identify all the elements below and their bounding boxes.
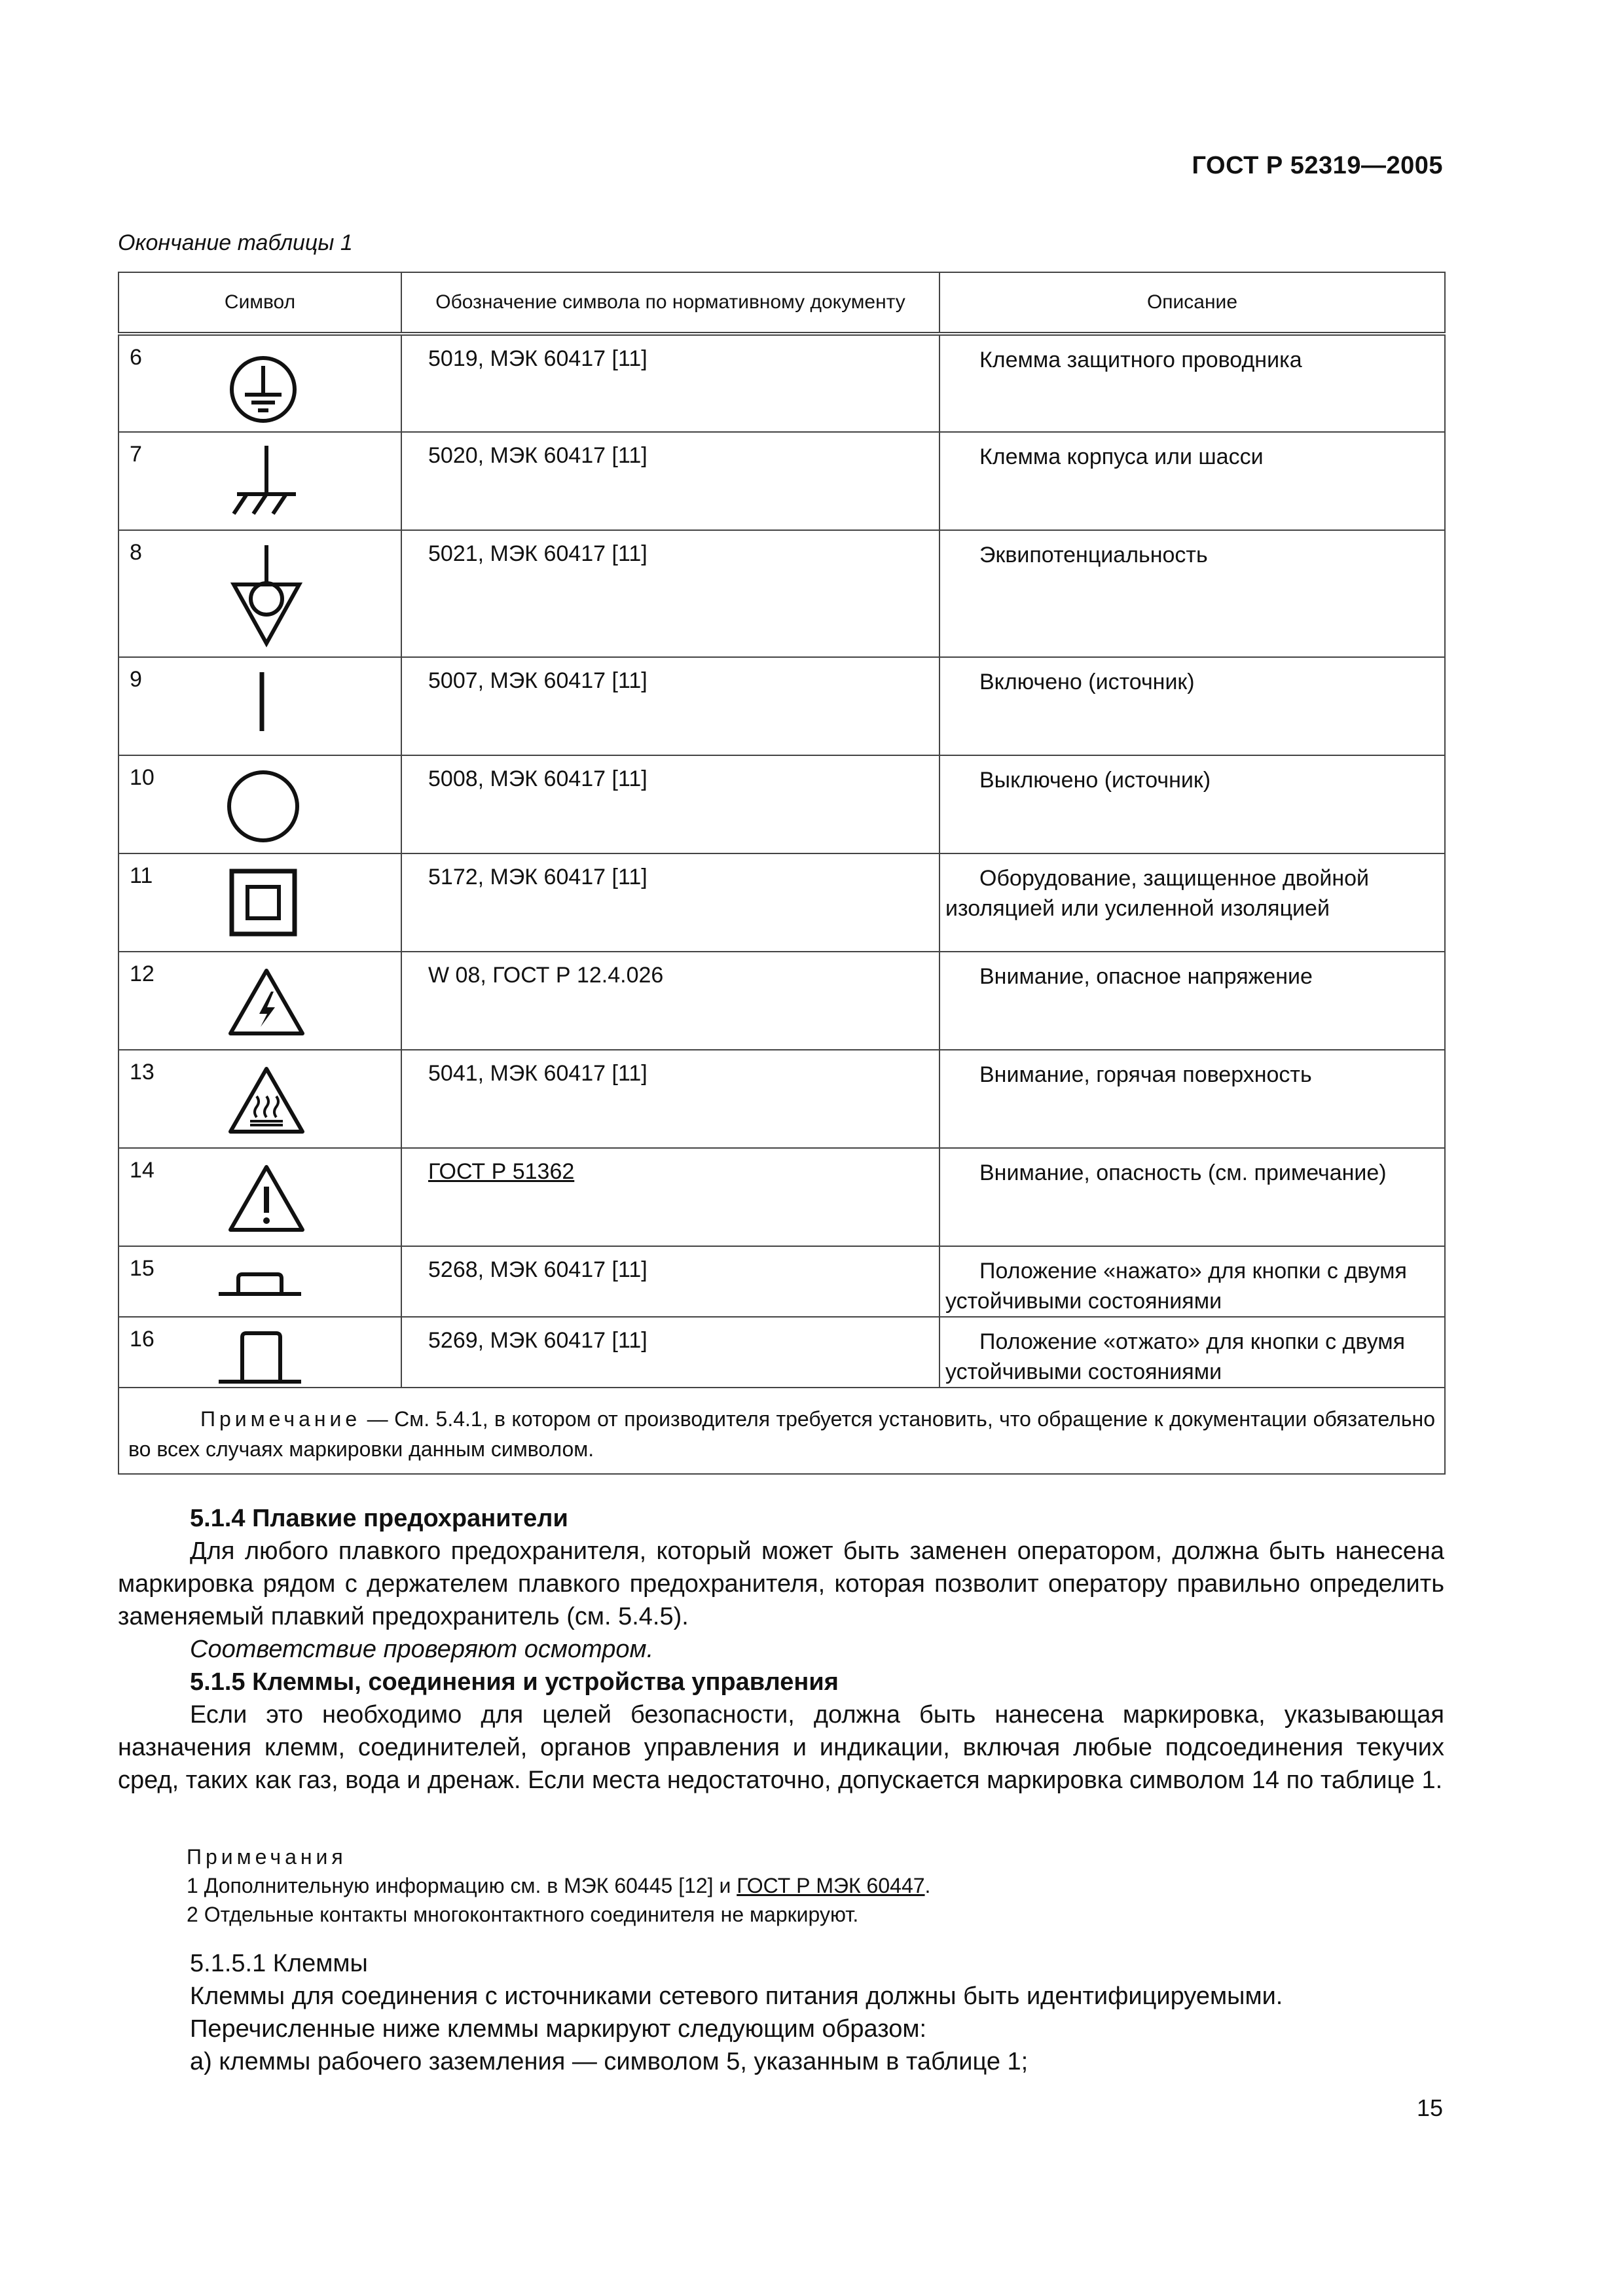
- row-number: 10: [130, 765, 155, 790]
- table-row: [119, 334, 1445, 432]
- paragraph: Если это необходимо для целей безопасности, должна быть нанесена маркировка, указывающая назначения клемм, соединителей, органов управления и индикации, включая любые подсоединения текучих сред, таких как газ, вода и дренаж. Если места недостаточно, допускается маркировка символом 14 по таблице 1.: [118, 1701, 1444, 1794]
- header-designation: Обозначение символа по нормативному документу: [401, 272, 939, 334]
- section-title: 5.1.5 Клеммы, соединения и устройства управления: [190, 1668, 839, 1696]
- table-header-row: [119, 272, 1445, 334]
- designation-cell: 5007, МЭК 60417 [11]: [401, 657, 939, 755]
- power-on-icon: [217, 666, 309, 757]
- double-insulation-icon: [217, 862, 309, 953]
- note-1-end: .: [924, 1874, 931, 1897]
- description-cell-cont: изоляцией или усиленной изоляцией: [945, 896, 1330, 921]
- table-caption: Окончание таблицы 1: [118, 230, 353, 255]
- power-off-icon: [217, 764, 309, 855]
- equipotentiality-icon: [217, 539, 309, 662]
- standard-link[interactable]: ГОСТ Р МЭК 60447: [737, 1874, 925, 1897]
- description-cell-cont: устойчивыми состояниями: [945, 1359, 1222, 1384]
- designation-cell: 5268, МЭК 60417 [11]: [401, 1246, 939, 1317]
- row-number: 16: [130, 1327, 155, 1352]
- frame-chassis-icon: [217, 440, 309, 531]
- designation-cell: 5019, МЭК 60417 [11]: [401, 334, 939, 432]
- standard-link[interactable]: ГОСТ Р 51362: [428, 1159, 575, 1184]
- row-number: 9: [130, 667, 142, 692]
- table-row: [119, 853, 1445, 952]
- section-title: 5.1.4 Плавкие предохранители: [190, 1505, 568, 1532]
- paragraph: Клеммы для соединения с источниками сетевого питания должны быть идентифицируемыми.: [190, 1982, 1283, 2010]
- table-row: [119, 1317, 1445, 1388]
- description-cell: Клемма корпуса или шасси: [979, 444, 1264, 469]
- table-row: [119, 432, 1445, 530]
- note-1: [187, 1871, 1444, 1900]
- note-1-text: 1 Дополнительную информацию см. в МЭК 60445 [12] и: [187, 1874, 737, 1897]
- page-number: 15: [1416, 2094, 1443, 2121]
- row-number: 7: [130, 442, 142, 467]
- caution-warning-icon: [217, 1157, 309, 1247]
- table-row: [119, 1246, 1445, 1317]
- designation-cell: 5172, МЭК 60417 [11]: [401, 853, 939, 952]
- designation-cell: 5020, МЭК 60417 [11]: [401, 432, 939, 530]
- table-row: [119, 952, 1445, 1050]
- description-cell: Положение «нажато» для кнопки с двумя: [979, 1259, 1407, 1283]
- description-cell: Положение «отжато» для кнопки с двумя: [979, 1329, 1406, 1354]
- document-header: ГОСТ Р 52319—2005: [1192, 152, 1443, 179]
- row-number: 12: [130, 961, 155, 986]
- table-row: [119, 755, 1445, 853]
- designation-cell: W 08, ГОСТ Р 12.4.026: [401, 952, 939, 1050]
- list-item: а) клеммы рабочего заземления — символом 5, указанным в таблице 1;: [190, 2048, 1029, 2075]
- paragraph: Для любого плавкого предохранителя, который может быть заменен оператором, должна быть нанесена маркировка рядом с держателем плавкого предохранителя, которая позволит оператору правильно определить заменяемый плавкий предохранитель (см. 5.4.5).: [118, 1537, 1444, 1630]
- notes-block: [118, 1842, 1444, 1929]
- designation-cell: 5269, МЭК 60417 [11]: [401, 1317, 939, 1388]
- hot-surface-warning-icon: [217, 1058, 309, 1149]
- notes-label: Примечания: [187, 1845, 347, 1869]
- description-cell: Внимание, опасное напряжение: [979, 964, 1313, 989]
- check-note: Соответствие проверяют осмотром.: [190, 1636, 654, 1663]
- row-number: 6: [130, 345, 142, 370]
- table-note-text: — См. 5.4.1, в котором от производителя требуется установить, что обращение к документации обязательно во всех случаях маркировки данным символом.: [128, 1407, 1435, 1461]
- table-note-label: Примечание: [200, 1407, 361, 1431]
- row-number: 11: [130, 863, 153, 888]
- table-row: [119, 1148, 1445, 1246]
- section-title: 5.1.5.1 Клеммы: [190, 1950, 368, 1977]
- description-cell: Выключено (источник): [979, 768, 1211, 793]
- table-row: [119, 657, 1445, 755]
- section-5-1-5-1: [118, 1947, 1444, 2078]
- description-cell: Включено (источник): [979, 670, 1195, 694]
- designation-cell: 5041, МЭК 60417 [11]: [401, 1050, 939, 1148]
- section-5-1-4: [118, 1502, 1444, 1797]
- row-number: 15: [130, 1256, 155, 1281]
- protective-earth-icon: [217, 344, 309, 435]
- row-number: 8: [130, 540, 142, 565]
- button-pressed-icon: [217, 1255, 309, 1319]
- designation-cell: 5021, МЭК 60417 [11]: [401, 530, 939, 657]
- description-cell: Эквипотенциальность: [979, 543, 1208, 567]
- header-description: Описание: [939, 272, 1445, 334]
- table-note-row: [119, 1388, 1445, 1474]
- row-number: 14: [130, 1158, 155, 1183]
- description-cell: Клемма защитного проводника: [979, 348, 1302, 372]
- paragraph: Перечисленные ниже клеммы маркируют следующим образом:: [190, 2015, 927, 2043]
- note-2: 2 Отдельные контакты многоконтактного соединителя не маркируют.: [187, 1903, 859, 1926]
- description-cell: Оборудование, защищенное двойной: [979, 866, 1370, 891]
- high-voltage-warning-icon: [217, 960, 309, 1051]
- row-number: 13: [130, 1060, 155, 1085]
- designation-cell: 5008, МЭК 60417 [11]: [401, 755, 939, 853]
- description-cell-cont: устойчивыми состояниями: [945, 1289, 1222, 1314]
- button-released-icon: [217, 1325, 309, 1390]
- description-cell: Внимание, опасность (см. примечание): [979, 1160, 1387, 1185]
- header-symbol: Символ: [119, 272, 401, 334]
- table-row: [119, 530, 1445, 657]
- table-row: [119, 1050, 1445, 1148]
- description-cell: Внимание, горячая поверхность: [979, 1062, 1312, 1087]
- symbols-table: [118, 272, 1446, 1475]
